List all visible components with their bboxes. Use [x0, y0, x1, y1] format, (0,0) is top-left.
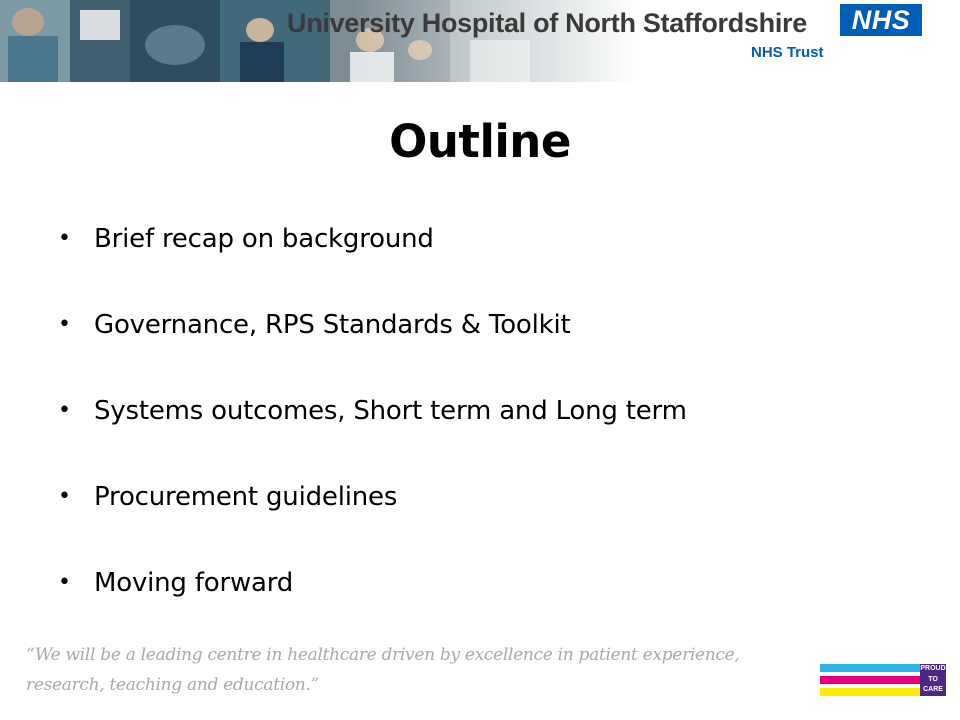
bullet-text: Procurement guidelines [94, 482, 398, 512]
bullet-item [58, 218, 918, 304]
trust-name: NHS Trust [751, 44, 824, 61]
header-banner [0, 0, 960, 82]
bullet-icon: • [58, 484, 71, 509]
proud-to-care-badge [920, 664, 946, 696]
bullet-icon: • [58, 226, 71, 251]
bullet-item [58, 562, 918, 648]
proud-to-care-logo [820, 664, 950, 696]
bullet-list [58, 218, 918, 648]
bullet-icon: • [58, 570, 71, 595]
logo-word-proud: PROUD [920, 665, 946, 672]
logo-word-care: CARE [923, 686, 943, 694]
bullet-text: Systems outcomes, Short term and Long term [94, 396, 687, 426]
slide-title: Outline [389, 115, 571, 168]
bullet-text: Governance, RPS Standards & Toolkit [94, 310, 571, 340]
logo-stripe-cyan [820, 664, 923, 672]
hospital-name: University Hospital of North Staffordshire [287, 8, 807, 38]
logo-word-to: TO [928, 675, 938, 683]
logo-stripe-magenta [820, 676, 923, 684]
bullet-item [58, 476, 918, 562]
footer-quote: “We will be a leading centre in healthcare driven by excellence in patient experience, research, teaching and education.” [26, 645, 740, 695]
bullet-item [58, 390, 918, 476]
bullet-icon: • [58, 398, 71, 423]
bullet-item [58, 304, 918, 390]
logo-stripe-yellow [820, 688, 923, 696]
nhs-logo: NHS [840, 4, 922, 36]
bullet-icon: • [58, 312, 71, 337]
bullet-text: Brief recap on background [94, 224, 434, 254]
bullet-text: Moving forward [94, 568, 294, 598]
